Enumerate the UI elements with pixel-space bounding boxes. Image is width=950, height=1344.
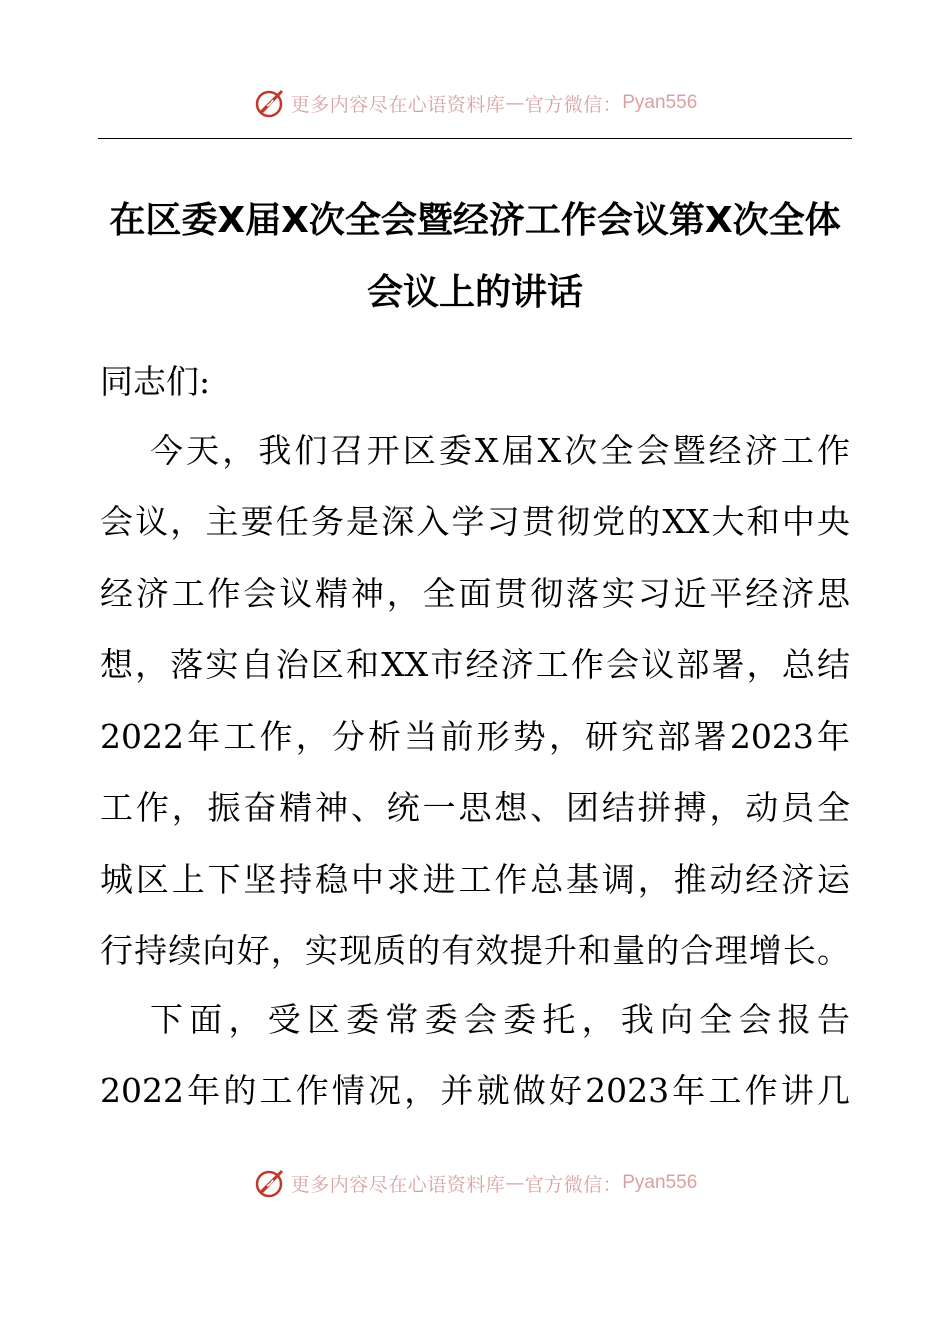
header-divider — [98, 138, 852, 139]
quill-circle-logo-icon — [253, 1166, 287, 1200]
watermark-site-text: 更多内容尽在心语资料库 — [290, 93, 506, 116]
header-watermark — [0, 83, 950, 123]
watermark-dash: — — [505, 92, 525, 114]
paragraph-line: 下面，受区委常委会委托，我向全会报告 — [150, 1000, 850, 1039]
footer-watermark — [0, 1163, 950, 1203]
document-title-line-1: 在区委X届X次全会暨经济工作会议第X次全体 — [109, 200, 841, 241]
watermark-wechat-id: Pyan556 — [622, 1172, 698, 1193]
document-title-line-2: 会议上的讲话 — [366, 272, 583, 313]
paragraph-line: 经济工作会议精神，全面贯彻落实习近平经济思 — [100, 574, 850, 613]
paragraph-line: 2022年的工作情况，并就做好2023年工作讲几 — [100, 1071, 850, 1110]
paragraph-line: 城区上下坚持稳中求进工作总基调，推动经济运 — [100, 860, 850, 899]
paragraph-line: 会议，主要任务是深入学习贯彻党的XX大和中央 — [100, 502, 850, 541]
watermark-wechat-label: 官方微信： — [524, 1173, 623, 1196]
watermark-wechat-label: 官方微信： — [524, 93, 623, 116]
paragraph-line: 今天，我们召开区委X届X次全会暨经济工作 — [150, 431, 850, 470]
watermark-wechat-id: Pyan556 — [622, 92, 698, 113]
paragraph-line: 行持续向好，实现质的有效提升和量的合理增长。 — [100, 931, 850, 970]
quill-circle-logo-icon — [253, 86, 287, 120]
salutation: 同志们: — [100, 362, 211, 401]
paragraph-line: 想，落实自治区和XX市经济工作会议部署，总结 — [100, 645, 850, 684]
paragraph-line: 2022年工作，分析当前形势，研究部署2023年 — [100, 717, 850, 756]
watermark-dash: — — [505, 1172, 525, 1194]
paragraph-line: 工作，振奋精神、统一思想、团结拼搏，动员全 — [100, 788, 850, 827]
watermark-site-text: 更多内容尽在心语资料库 — [290, 1173, 506, 1196]
